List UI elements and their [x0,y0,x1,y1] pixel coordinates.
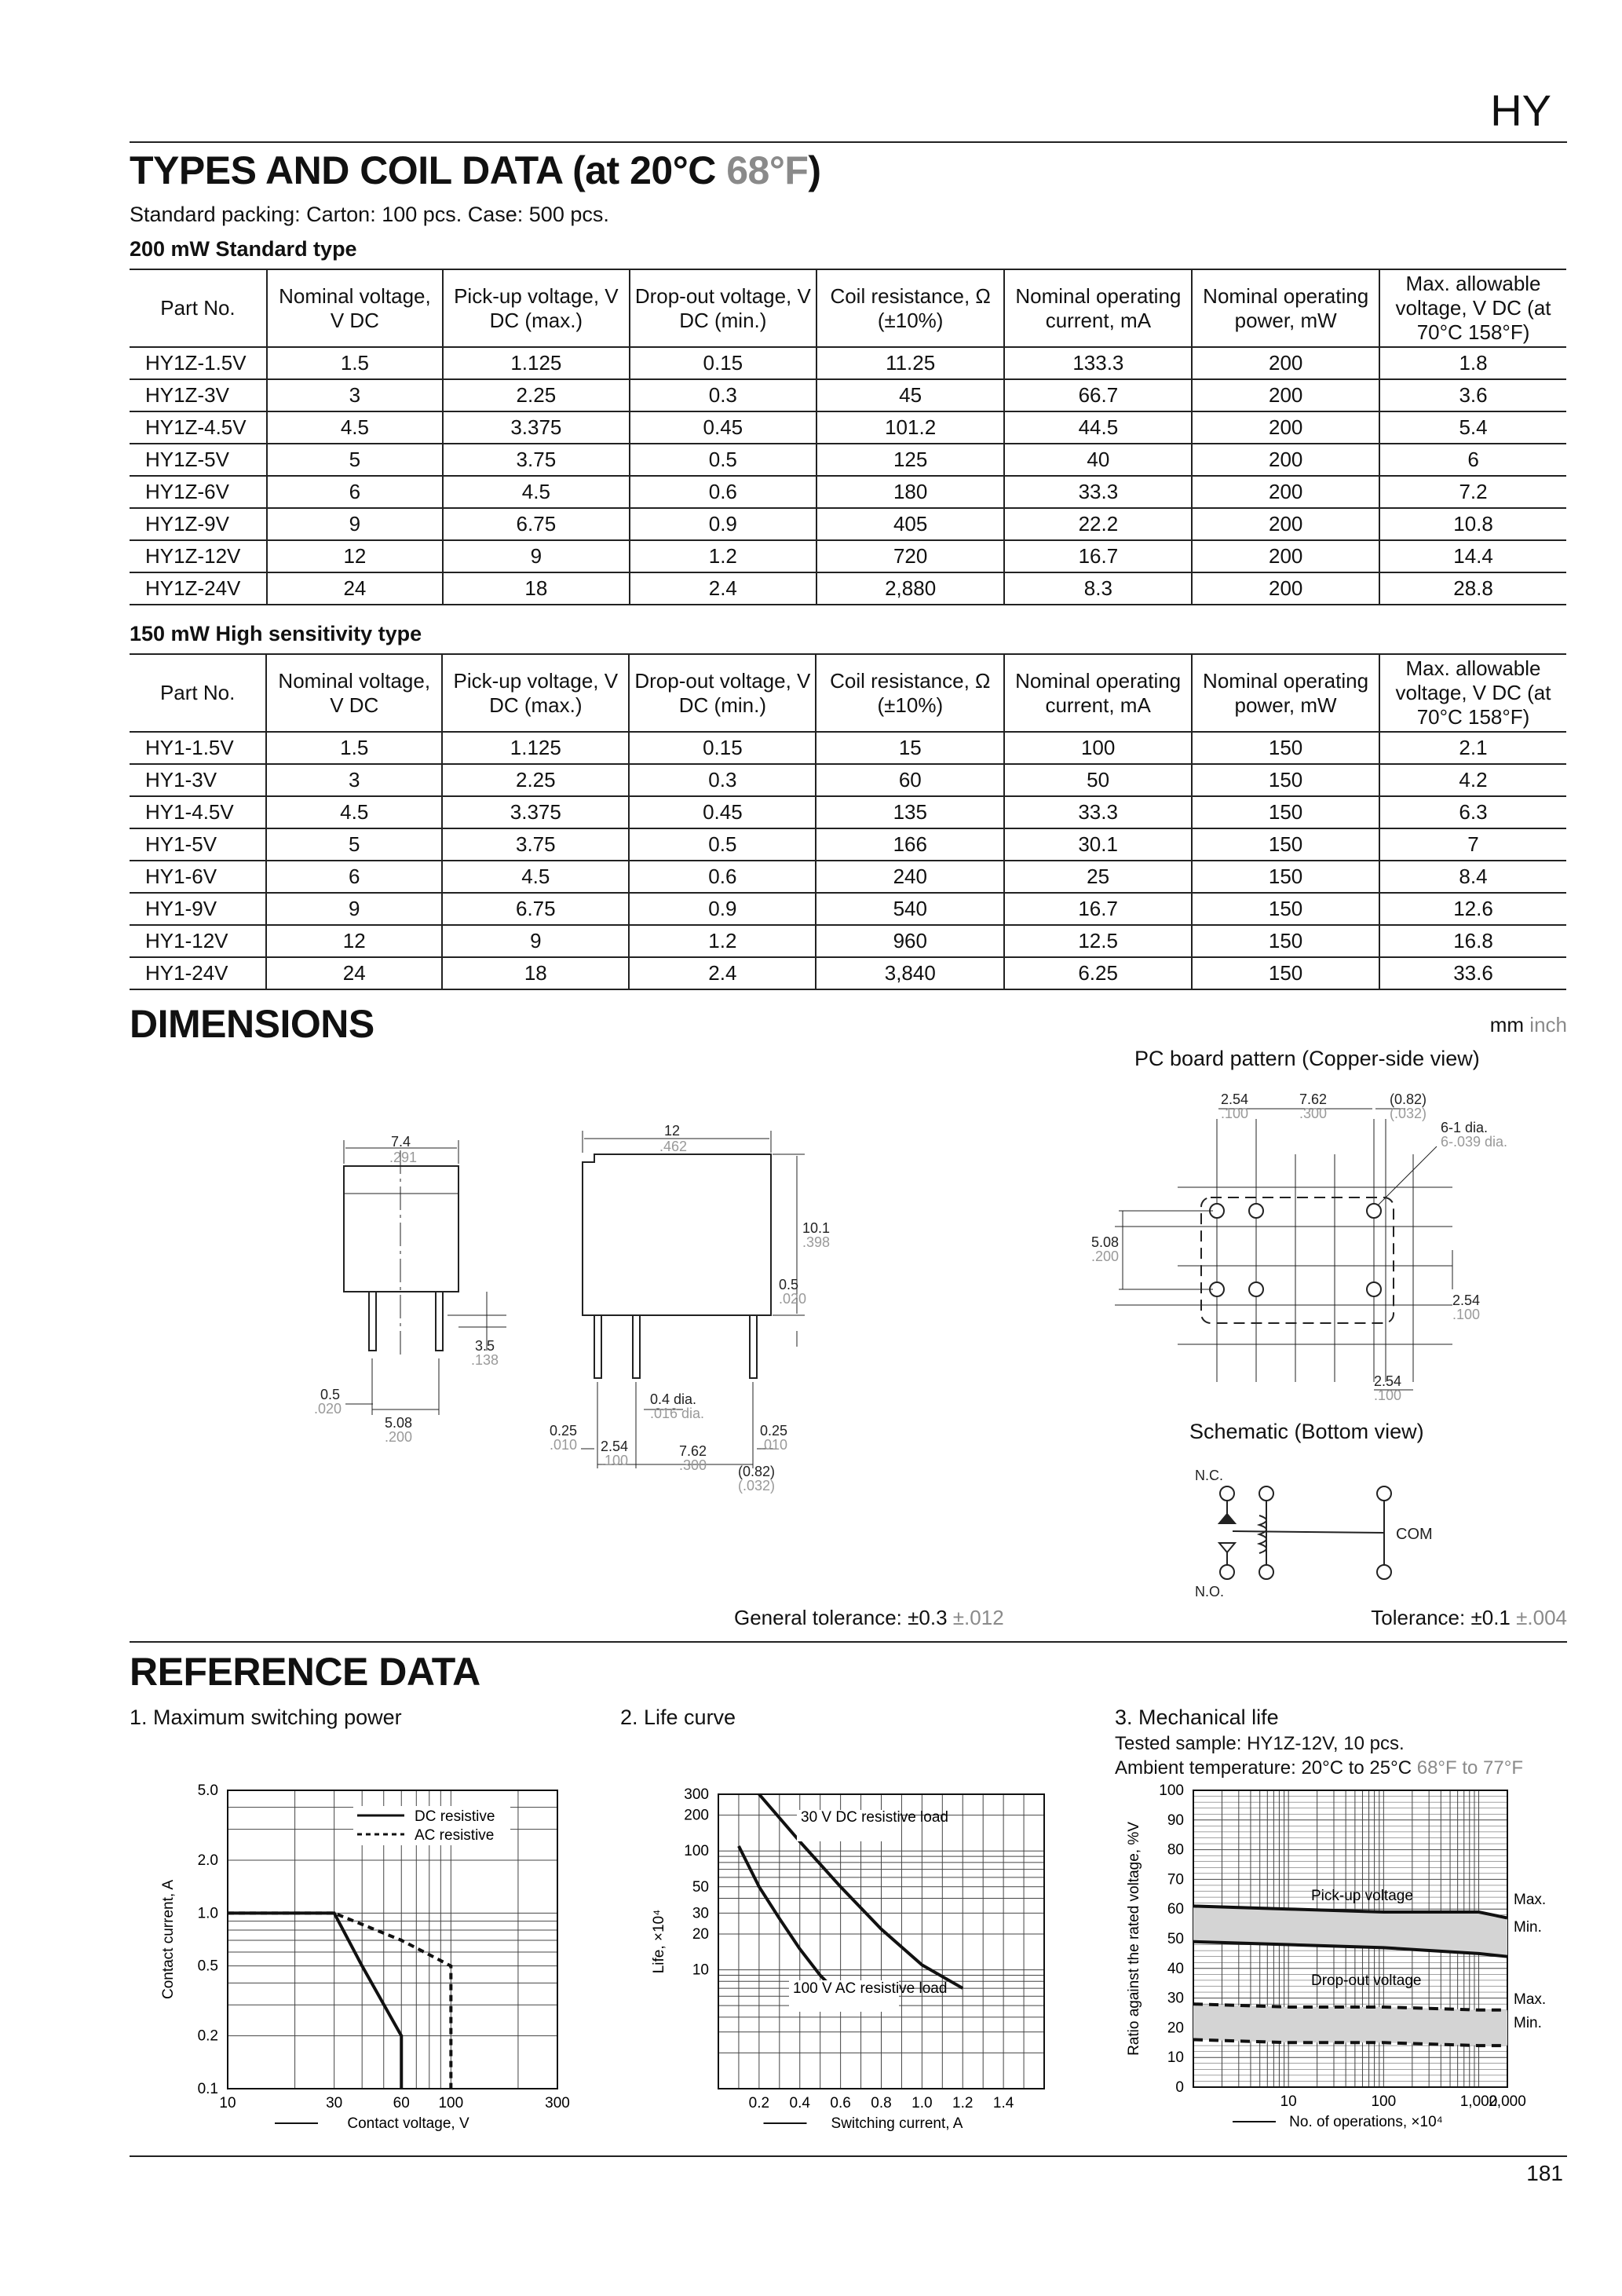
series-label-ac: 100 V AC resistive load [793,1980,948,1997]
line-label: Min. [1514,1919,1542,1936]
column-header: Nominal voltage, V DC [266,654,442,732]
table-cell: HY1Z-1.5V [130,347,267,379]
table-cell: 5 [266,828,442,861]
dimensions-rule [130,1641,1567,1643]
table-cell: 101.2 [816,411,1005,444]
series-line-1 [228,1913,401,2089]
svg-text:.100: .100 [1374,1387,1402,1403]
legend-ac-label: AC resistive [415,1827,495,1844]
x-tick-label: 1.0 [911,2095,933,2111]
table-cell: 200 [1192,540,1379,572]
x-tick-label: 60 [393,2095,410,2111]
table-cell: 166 [816,828,1004,861]
table-cell: HY1Z-9V [130,508,267,540]
table-cell: 1.2 [629,925,816,957]
header-rule [130,141,1567,143]
y-tick-label: 20 [1167,2020,1184,2037]
svg-text:.291: .291 [389,1150,418,1165]
svg-text:.462: .462 [659,1139,688,1154]
table-cell: 3,840 [816,957,1004,989]
table-cell: 1.5 [266,732,442,764]
table-row [130,764,1566,796]
x-axis-label: No. of operations, ×10⁴ [1289,2114,1443,2130]
table-cell: 150 [1192,732,1379,764]
y-tick-label: 70 [1167,1871,1184,1888]
column-header: Coil resistance, Ω (±10%) [816,654,1004,732]
table-cell: HY1-5V [130,828,266,861]
svg-text:.016 dia.: .016 dia. [650,1406,705,1421]
svg-text:2.54: 2.54 [601,1439,629,1454]
x-tick-label: 0.4 [789,2095,810,2111]
y-tick-label: 30 [692,1905,709,1922]
band-label-pickup: Pick-up voltage [1311,1888,1413,1904]
table-cell: HY1Z-4.5V [130,411,267,444]
column-header: Max. allowable voltage, V DC (at 70°C 158°F) [1379,269,1566,347]
table-cell: HY1Z-6V [130,476,267,508]
column-header: Pick-up voltage, V DC (max.) [442,654,629,732]
svg-text:(0.82): (0.82) [738,1464,776,1479]
table-row [130,444,1566,476]
svg-text:.300: .300 [1299,1106,1328,1121]
column-header: Part No. [130,654,266,732]
table-cell: 0.6 [630,476,816,508]
table-cell: 150 [1192,861,1379,893]
table-cell: 200 [1192,572,1379,605]
chart-2 [651,1786,1044,2132]
table-cell: 25 [1004,861,1192,893]
table-cell: 1.125 [443,347,630,379]
pickup-band [1193,1906,1507,1956]
table-row [130,796,1566,828]
chart2-title: 2. Life curve [620,1706,736,1729]
standard-type-table [130,269,1566,605]
svg-text:0.4 dia.: 0.4 dia. [650,1391,697,1407]
svg-text:.100: .100 [1221,1106,1249,1121]
table-cell: 9 [443,540,630,572]
table-cell: 0.3 [629,764,816,796]
table-cell: 0.45 [629,796,816,828]
svg-text:.398: .398 [802,1234,831,1250]
table-cell: 1.2 [630,540,816,572]
svg-text:N.C.: N.C. [1195,1468,1223,1483]
series-label-dc: 30 V DC resistive load [801,1809,948,1826]
column-header: Coil resistance, Ω (±10%) [816,269,1005,347]
table-cell: HY1-24V [130,957,266,989]
table-cell: 6 [267,476,443,508]
table-cell: 12.6 [1379,893,1566,925]
table-cell: 720 [816,540,1005,572]
svg-text:.138: .138 [471,1352,499,1368]
y-tick-label: 90 [1167,1812,1184,1829]
table-cell: 200 [1192,379,1379,411]
table-cell: 200 [1192,411,1379,444]
svg-text:.100: .100 [1452,1307,1481,1322]
page-number: 181 [1526,2161,1563,2185]
x-tick-label: 2,000 [1489,2093,1526,2110]
table-cell: HY1Z-12V [130,540,267,572]
table-cell: 3.75 [442,828,629,861]
svg-text:7.62: 7.62 [1299,1091,1328,1107]
table-cell: 1.125 [442,732,629,764]
y-axis-label: Life, ×10⁴ [651,1909,667,1974]
y-tick-label: 80 [1167,1841,1184,1859]
y-tick-label: 30 [1167,1990,1184,2007]
table-cell: 50 [1004,764,1192,796]
types-title: TYPES AND COIL DATA (at 20°C 68°F) [130,148,821,192]
x-tick-label: 100 [438,2095,464,2111]
table-row [130,572,1566,605]
x-tick-label: 0.6 [830,2095,851,2111]
table-cell: 4.5 [266,796,442,828]
table-cell: 11.25 [816,347,1005,379]
table-cell: 6.75 [442,893,629,925]
y-tick-label: 40 [1167,1960,1184,1977]
table-cell: 2.25 [443,379,630,411]
svg-text:(.032): (.032) [738,1478,776,1493]
table-row [130,411,1566,444]
table-cell: HY1Z-3V [130,379,267,411]
table-cell: 40 [1004,444,1192,476]
svg-text:10.1: 10.1 [802,1220,831,1236]
svg-text:.020: .020 [314,1401,342,1417]
table-cell: 16.7 [1004,540,1192,572]
table-cell: 5 [267,444,443,476]
svg-text:7.62: 7.62 [679,1443,707,1459]
table-cell: 240 [816,861,1004,893]
x-tick-label: 100 [1371,2093,1397,2110]
table-cell: 33.3 [1004,796,1192,828]
table-cell: 2.4 [630,572,816,605]
table-cell: 3 [267,379,443,411]
y-tick-label: 60 [1167,1901,1184,1918]
table-cell: 133.3 [1004,347,1192,379]
table-cell: 24 [267,572,443,605]
chart1-title: 1. Maximum switching power [130,1706,402,1729]
x-tick-label: 1,000 [1459,2093,1498,2110]
schematic-title: Schematic (Bottom view) [1189,1420,1424,1443]
svg-text:0.25: 0.25 [760,1423,788,1439]
svg-text:5.08: 5.08 [1091,1234,1120,1250]
table-cell: 5.4 [1379,411,1566,444]
table-cell: HY1-1.5V [130,732,266,764]
column-header: Nominal voltage, V DC [267,269,443,347]
table-cell: 125 [816,444,1005,476]
svg-text:.200: .200 [385,1429,413,1445]
table-cell: 0.3 [630,379,816,411]
table-cell: HY1Z-24V [130,572,267,605]
legend-dc-label: DC resistive [415,1808,495,1825]
chart3-ambient: Ambient temperature: 20°C to 25°C 68°F to 77°F [1115,1757,1523,1779]
table-cell: 12 [266,925,442,957]
chart3-title: 3. Mechanical life [1115,1706,1279,1729]
series-label: HY [1490,86,1551,135]
table-cell: 150 [1192,828,1379,861]
table-row [130,732,1566,764]
y-axis-label: Contact current, A [160,1879,177,2000]
table-cell: 405 [816,508,1005,540]
table-cell: 44.5 [1004,411,1192,444]
table-cell: 200 [1192,476,1379,508]
table-cell: 1.5 [267,347,443,379]
x-tick-label: 30 [326,2095,343,2111]
svg-text:6-.039 dia.: 6-.039 dia. [1441,1134,1508,1150]
table-cell: 200 [1192,347,1379,379]
line-label: Max. [1514,1892,1547,1908]
table-cell: 8.4 [1379,861,1566,893]
chart3-sample: Tested sample: HY1Z-12V, 10 pcs. [1115,1733,1405,1754]
dimension-drawings [0,1076,1622,1610]
table-row [130,379,1566,411]
svg-text:2.54: 2.54 [1374,1373,1402,1389]
svg-text:(0.82): (0.82) [1390,1091,1427,1107]
pcb-pattern-drawing [1115,1109,1452,1390]
x-tick-label: 1.4 [992,2095,1014,2111]
table-cell: 0.5 [630,444,816,476]
table-cell: 30.1 [1004,828,1192,861]
table-row [130,893,1566,925]
high-sensitivity-table [130,653,1566,990]
table-cell: 6.75 [443,508,630,540]
table-cell: 18 [442,957,629,989]
table-cell: HY1-4.5V [130,796,266,828]
table-cell: 6 [1379,444,1566,476]
table-cell: 6.3 [1379,796,1566,828]
svg-text:0.5: 0.5 [779,1277,799,1292]
table-cell: 4.5 [267,411,443,444]
table-cell: 2,880 [816,572,1005,605]
dimensions-title: DIMENSIONS [130,1002,374,1046]
table-cell: 14.4 [1379,540,1566,572]
table-cell: HY1-6V [130,861,266,893]
y-axis-label: Ratio against the rated voltage, %V [1126,1822,1142,2056]
x-tick-label: 300 [545,2095,570,2111]
band-label-dropout: Drop-out voltage [1311,1972,1422,1989]
svg-text:(.032): (.032) [1390,1106,1427,1121]
table-cell: 28.8 [1379,572,1566,605]
y-tick-label: 2.0 [197,1852,218,1870]
x-tick-label: 0.8 [871,2095,892,2111]
table-cell: HY1-9V [130,893,266,925]
svg-text:.010: .010 [550,1437,578,1453]
table-row [130,957,1566,989]
table-cell: 0.9 [630,508,816,540]
table-cell: HY1-3V [130,764,266,796]
table-cell: 0.15 [629,732,816,764]
svg-text:.010: .010 [760,1437,788,1453]
table-cell: 4.5 [442,861,629,893]
svg-text:.300: .300 [679,1457,707,1473]
table-cell: 960 [816,925,1004,957]
table-cell: 3 [266,764,442,796]
y-tick-label: 200 [684,1807,709,1824]
column-header: Part No. [130,269,267,347]
svg-text:2.54: 2.54 [1452,1292,1481,1308]
line-label: Min. [1514,2015,1542,2031]
svg-text:.020: .020 [779,1291,807,1307]
y-tick-label: 10 [692,1961,709,1979]
table-cell: 0.45 [630,411,816,444]
table-cell: 18 [443,572,630,605]
column-header: Nominal operating power, mW [1192,654,1379,732]
y-tick-label: 10 [1167,2049,1184,2067]
schematic-drawing [1219,1486,1391,1579]
table-cell: 0.15 [630,347,816,379]
x-tick-label: 1.2 [952,2095,974,2111]
table-cell: HY1-12V [130,925,266,957]
line-label: Max. [1514,1991,1547,2008]
svg-text:.200: .200 [1091,1249,1120,1264]
y-tick-label: 0 [1175,2079,1184,2096]
table-cell: 16.8 [1379,925,1566,957]
table-cell: 3.375 [443,411,630,444]
high-sensitivity-title: 150 mW High sensitivity type [130,622,422,645]
table-cell: 0.6 [629,861,816,893]
table-cell: 24 [266,957,442,989]
column-header: Max. allowable voltage, V DC (at 70°C 158°F) [1379,654,1566,732]
table-cell: 7 [1379,828,1566,861]
front-view-drawing [344,1140,506,1415]
svg-text:0.25: 0.25 [550,1423,578,1439]
pcb-pattern-title: PC board pattern (Copper-side view) [1134,1047,1480,1070]
svg-text:COM: COM [1396,1526,1433,1543]
standard-type-title: 200 mW Standard type [130,237,357,261]
y-tick-label: 50 [1167,1931,1184,1947]
table-cell: 8.3 [1004,572,1192,605]
table-cell: 150 [1192,764,1379,796]
table-cell: 2.25 [442,764,629,796]
chart-3 [1126,1782,1546,2130]
table-cell: 2.1 [1379,732,1566,764]
table-cell: 2.4 [629,957,816,989]
pcb-tolerance: Tolerance: ±0.1 ±.004 [1371,1606,1567,1629]
column-header: Nominal operating power, mW [1192,269,1379,347]
y-tick-label: 100 [1159,1782,1184,1799]
table-cell: 10.8 [1379,508,1566,540]
table-cell: 180 [816,476,1005,508]
table-cell: 6 [266,861,442,893]
table-row [130,508,1566,540]
table-row [130,925,1566,957]
column-header: Drop-out voltage, V DC (min.) [629,654,816,732]
table-cell: 15 [816,732,1004,764]
reference-title: REFERENCE DATA [130,1650,480,1694]
table-cell: 200 [1192,444,1379,476]
chart-1 [160,1782,570,2132]
reference-charts [0,1775,1622,2167]
table-cell: 3.6 [1379,379,1566,411]
general-tolerance: General tolerance: ±0.3 ±.012 [734,1606,1004,1629]
packing-note: Standard packing: Carton: 100 pcs. Case: 500 pcs. [130,203,609,226]
table-cell: 12.5 [1004,925,1192,957]
table-cell: 150 [1192,796,1379,828]
table-cell: 45 [816,379,1005,411]
svg-text:12: 12 [664,1123,681,1139]
table-cell: 7.2 [1379,476,1566,508]
svg-text:7.4: 7.4 [391,1134,411,1150]
y-tick-label: 0.1 [197,2081,218,2097]
table-cell: 150 [1192,957,1379,989]
table-cell: 3.75 [443,444,630,476]
table-cell: 60 [816,764,1004,796]
units-label: mm inch [1489,1013,1567,1036]
x-tick-label: 10 [1280,2093,1297,2110]
table-cell: 540 [816,893,1004,925]
table-row [130,476,1566,508]
table-cell: 3.375 [442,796,629,828]
table-cell: 33.3 [1004,476,1192,508]
table-cell: 9 [442,925,629,957]
table-cell: 12 [267,540,443,572]
column-header: Drop-out voltage, V DC (min.) [630,269,816,347]
x-tick-label: 0.2 [748,2095,770,2111]
table-row [130,540,1566,572]
y-tick-label: 0.5 [197,1958,218,1975]
table-cell: 135 [816,796,1004,828]
y-tick-label: 100 [684,1843,709,1860]
column-header: Nominal operating current, mA [1004,269,1192,347]
table-row [130,861,1566,893]
table-cell: 150 [1192,925,1379,957]
svg-text:N.O.: N.O. [1195,1584,1225,1600]
svg-text:0.5: 0.5 [320,1387,341,1402]
table-cell: 1.8 [1379,347,1566,379]
table-cell: 16.7 [1004,893,1192,925]
svg-text:3.5: 3.5 [475,1338,495,1354]
table-cell: 150 [1192,893,1379,925]
series-line-2 [228,1913,451,2089]
table-cell: 22.2 [1004,508,1192,540]
table-cell: 66.7 [1004,379,1192,411]
table-cell: 6.25 [1004,957,1192,989]
x-axis-label: Switching current, A [831,2115,963,2132]
table-row [130,828,1566,861]
x-tick-label: 10 [219,2095,236,2111]
svg-text:6-1 dia.: 6-1 dia. [1441,1120,1489,1135]
footer-rule [130,2155,1567,2157]
table-cell: 9 [267,508,443,540]
column-header: Pick-up voltage, V DC (max.) [443,269,630,347]
y-tick-label: 20 [692,1926,709,1943]
y-tick-label: 300 [684,1786,709,1803]
svg-text:5.08: 5.08 [385,1415,413,1431]
table-cell: 100 [1004,732,1192,764]
y-tick-label: 0.2 [197,2027,218,2045]
svg-text:.100: .100 [601,1453,629,1468]
column-header: Nominal operating current, mA [1004,654,1192,732]
table-cell: 4.5 [443,476,630,508]
x-axis-label: Contact voltage, V [347,2115,469,2132]
table-cell: 0.9 [629,893,816,925]
table-cell: 0.5 [629,828,816,861]
table-cell: 4.2 [1379,764,1566,796]
y-tick-label: 50 [692,1878,709,1896]
table-cell: 9 [266,893,442,925]
table-cell: 33.6 [1379,957,1566,989]
y-tick-label: 5.0 [197,1782,218,1799]
table-cell: 200 [1192,508,1379,540]
table-cell: HY1Z-5V [130,444,267,476]
svg-text:2.54: 2.54 [1221,1091,1249,1107]
table-row [130,347,1566,379]
y-tick-label: 1.0 [197,1905,218,1922]
